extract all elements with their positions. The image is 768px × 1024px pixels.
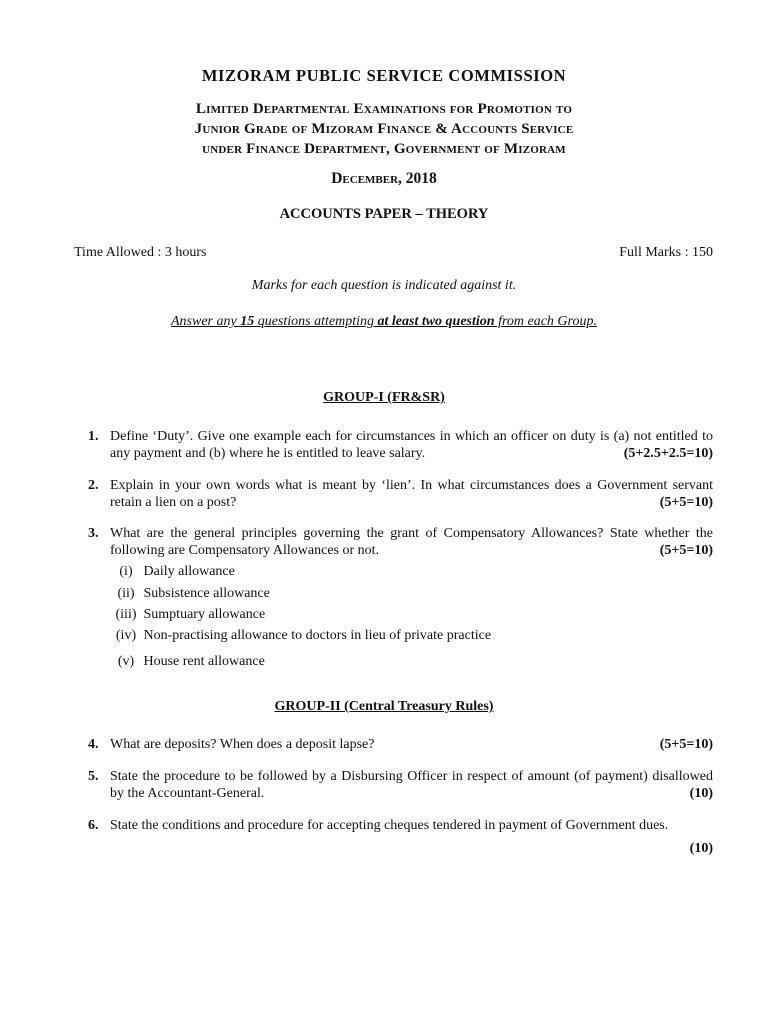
question-marks: (5+5=10) (659, 495, 713, 510)
question-6 (88, 817, 713, 834)
question-text: State the procedure to be followed by a Disbursing Officer in respect of amount (of payment) disallowed by the Accountant-General. (110, 769, 713, 801)
time-allowed: Time Allowed : 3 hours (74, 245, 207, 260)
sub-item: (ii) Subsistence allowance (117, 586, 270, 601)
commission-title: MIZORAM PUBLIC SERVICE COMMISSION (201, 66, 567, 85)
question-marks: (5+5=10) (659, 737, 713, 752)
exam-title-line-1: Limited Departmental Examinations for Promotion to (195, 101, 573, 117)
group-1-heading: GROUP-I (FR&SR) (323, 390, 445, 405)
question-number: 2. (88, 478, 99, 493)
sub-item: (iv) Non-practising allowance to doctors in lieu of private practice (115, 628, 492, 643)
answer-count: 15 (240, 314, 255, 329)
question-3 (88, 525, 713, 559)
marks-instruction: Marks for each question is indicated against it. (251, 278, 517, 293)
question-marks: (10) (689, 786, 713, 801)
group-2-heading: GROUP-II (Central Treasury Rules) (274, 699, 494, 714)
question-text: Define ‘Duty’. Give one example each for circumstances in which an officer on duty is (a) not entitled to any payment and (b) where he is entitled to leave salary. (110, 429, 713, 461)
question-5 (88, 768, 713, 802)
answer-prefix: Answer any (171, 314, 241, 329)
question-text: What are the general principles governing the grant of Compensatory Allowances? State whether the following are Compensatory Allowances or not. (110, 526, 713, 558)
paper-title: ACCOUNTS PAPER – THEORY (279, 206, 489, 222)
sub-item: (i) Daily allowance (119, 564, 235, 579)
question-number: 1. (88, 429, 99, 444)
answer-instruction (0, 313, 768, 330)
question-number: 4. (88, 737, 99, 752)
answer-mid: questions attempting (254, 314, 378, 329)
exam-title-line-2: Junior Grade of Mizoram Finance & Accounts Service (194, 121, 574, 137)
full-marks: Full Marks : 150 (619, 245, 713, 260)
exam-date: December, 2018 (331, 170, 437, 187)
exam-title-line-3: under Finance Department, Government of Mizoram (202, 141, 566, 157)
answer-bold: at least two question (377, 314, 495, 329)
question-text: Explain in your own words what is meant by ‘lien’. In what circumstances does a Government servant retain a lien on a post? (110, 478, 713, 510)
question-2 (88, 477, 713, 511)
question-marks: (5+5=10) (659, 543, 713, 558)
sub-item: (v) House rent allowance (117, 654, 265, 669)
question-6-marks: (10) (689, 841, 713, 856)
question-number: 6. (88, 818, 99, 833)
question-text: State the conditions and procedure for accepting cheques tendered in payment of Government dues. (110, 818, 669, 833)
question-number: 5. (88, 769, 99, 784)
question-number: 3. (88, 526, 99, 541)
question-marks: (5+2.5+2.5=10) (623, 446, 713, 461)
sub-item: (iii) Sumptuary allowance (115, 607, 266, 622)
question-text: What are deposits? When does a deposit lapse? (110, 737, 375, 752)
answer-suffix: from each Group. (494, 314, 597, 329)
question-1 (88, 428, 713, 462)
question-4 (88, 736, 713, 753)
